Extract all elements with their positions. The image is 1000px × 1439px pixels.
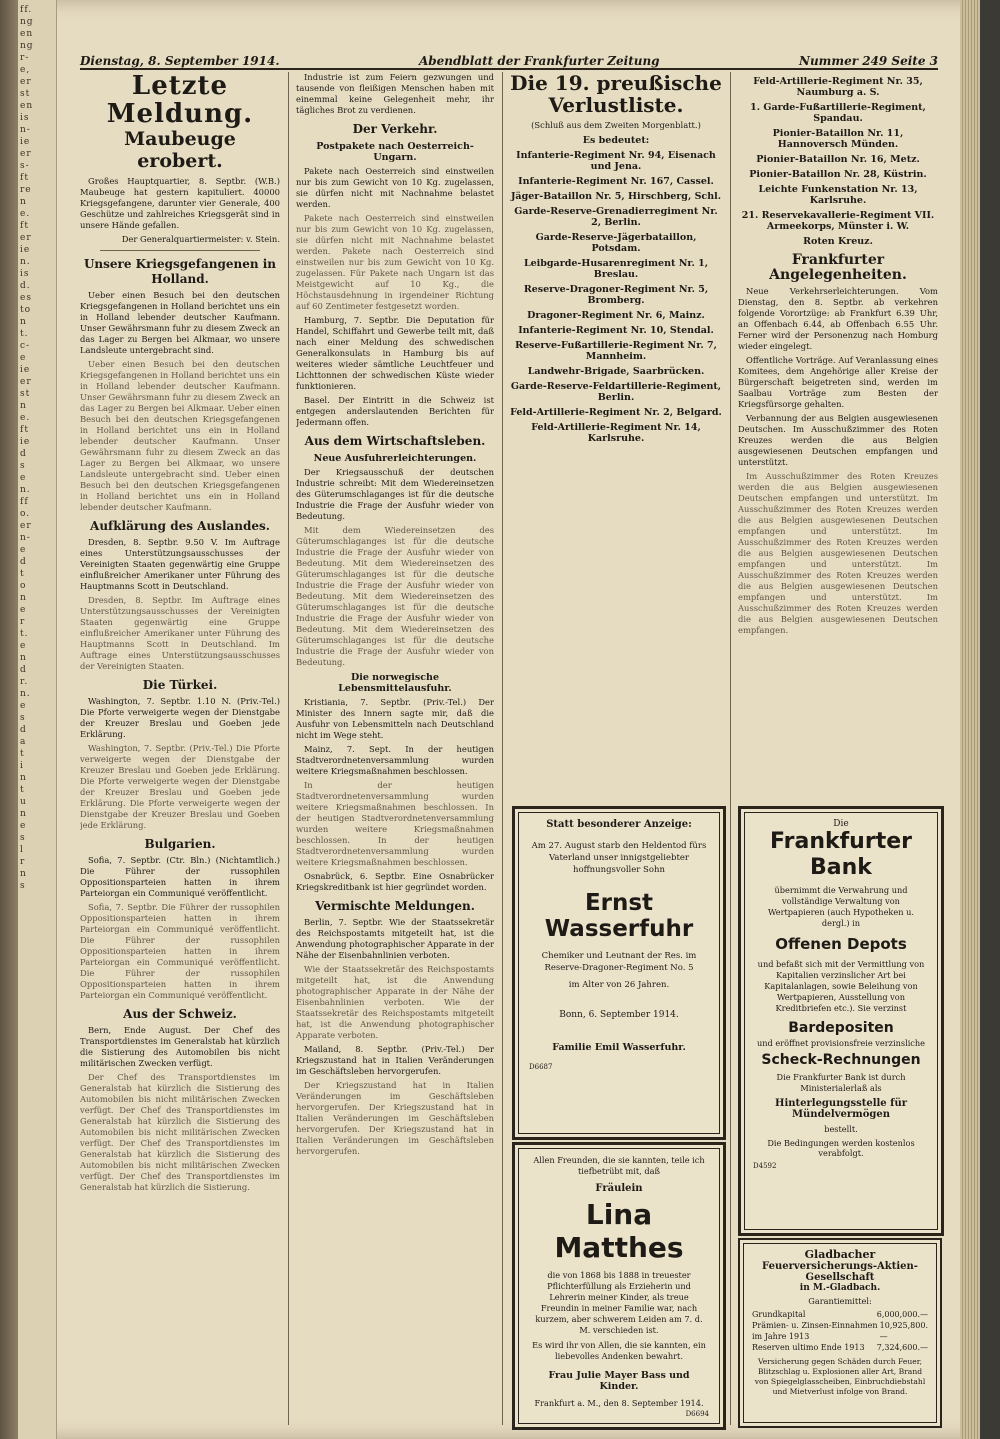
headline-letzte-meldung: Letzte Meldung. [106, 72, 254, 129]
lead-paragraph: Großes Hauptquartier, 8. Septbr. (W.B.) Maubeuge hat gestern kapituliert. 40000 Kriegsgefangene, darunter vier Generale, 400 Geschütze und zahlreiches Kriegsgerät sind in unsere Hände gefallen. [80, 176, 280, 230]
ad-text: Am 27. August starb den Heldentod fürs Vaterland unser innigstgeliebter hoffnungsvoller Sohn [531, 841, 707, 875]
unit-heading: 21. Reservekavallerie-Regiment VII. Armeekorps, Münster i. W. [741, 210, 935, 232]
heading-ausland: Aufklärung des Auslandes. [90, 519, 270, 533]
column-3 [510, 72, 722, 799]
masthead-title: Abendblatt der Frankfurter Zeitung [418, 54, 660, 68]
ad-role: Chemiker und Leutnant der Res. im Reserve-Dragoner-Regiment No. 5 [541, 951, 697, 973]
unit-heading: Feld-Artillerie-Regiment Nr. 14, Karlsruhe. [531, 422, 701, 444]
article-vortraege: Offentliche Vorträge. Auf Veranlassung eines Komitees, dem Angehörige aller Kreise der Bürgerschaft beigetreten sind, werden im Saalbau Vorträge zum Besten der Kriegsfürsorge gehalten. [738, 355, 938, 409]
ad-code: D4592 [753, 1162, 777, 1170]
article-ausfuhr: Der Kriegsausschuß der deutschen Industrie schreibt: Mit dem Wiedereinsetzen des Güterumschlaganges ist für die deutsche Industrie die Frage der Ausfuhr wieder von Bedeutung. [296, 467, 494, 521]
column-rule [288, 72, 289, 1425]
gladbach-title: Gladbacher [804, 1248, 876, 1261]
signature: Der Generalquartiermeister: v. Stein. [121, 234, 280, 244]
gladbach-name: Feuerversicherungs-Aktien-Gesellschaft [762, 1261, 918, 1283]
unit-heading: Jäger-Bataillon Nr. 5, Hirschberg, Schl. [510, 191, 722, 202]
subheading-pakete: Postpakete nach Oesterreich-Ungarn. [316, 141, 474, 163]
row-value: 10,925,800.— [879, 1321, 928, 1341]
heading-frankfurter-angelegenheiten: Frankfurter Angelegenheiten. [769, 252, 907, 283]
article-pakete: Pakete nach Oesterreich sind einstweilen nur bis zum Gewicht von 10 Kg. zugelassen, sie dürfen nicht mit Nachnahme belastet werden. [296, 166, 494, 209]
article-text: Im Ausschußzimmer des Roten Kreuzes werden die aus Belgien ausgewiesenen Deutschen empfangen und unterstützt. Im Ausschußzimmer des Roten Kreuzes werden die aus Belgien ausgewiesenen Deutschen empfangen und unterstützt. Im Ausschußzimmer des Roten Kreuzes werden die aus Belgien ausgewiesenen Deutschen empfangen und unterstützt. Im Ausschußzimmer des Roten Kreuzes werden die aus Belgien ausgewiesenen Deutschen empfangen und unterstützt. Im Ausschußzimmer des Roten Kreuzes werden die aus Belgien ausgewiesenen Deutschen empfangen. [738, 471, 938, 635]
unit-heading: Infanterie-Regiment Nr. 10, Stendal. [518, 325, 714, 336]
article-bulgarien: Sofia, 7. Septbr. (Ctr. Bln.) (Nichtamtlich.) Die Führer der russophilen Oppositionsparteien hatten in ihrem Parteiorgan ein Communiqué veröffentlicht. [80, 855, 280, 898]
heading-vermischte: Vermischte Meldungen. [315, 899, 475, 913]
bank-text: Die Frankfurter Bank ist durch Ministerialerlaß als [776, 1072, 906, 1093]
unit-heading: Garde-Reserve-Grenadierregiment Nr. 2, Berlin. [514, 206, 718, 228]
article-belgien: Verbannung der aus Belgien ausgewiesenen Deutschen. Im Ausschußzimmer des Roten Kreuzes werden die aus Belgien ausgewiesenen Deutschen empfangen und unterstützt. [738, 413, 938, 467]
ad-frankfurter-bank [738, 806, 944, 1236]
bank-title: Die [833, 819, 849, 829]
article-text: Washington, 7. Septbr. (Priv.-Tel.) Die Pforte verweigerte wegen der Dienstgabe der Kreuzer Breslau und Goeben jede Erklärung. Die Pforte verweigerte wegen der Dienstgabe der Kreuzer Breslau und Goeben jede Erklärung. Die Pforte verweigerte wegen der Dienstgabe der Kreuzer Breslau und Goeben jede Erklärung. [80, 743, 280, 830]
unit-heading: Feld-Artillerie-Regiment Nr. 35, Naumburg a. S. [753, 76, 923, 98]
article-tuerkei: Washington, 7. Septbr. 1.10 N. (Priv.-Tel.) Die Pforte verweigerte wegen der Dienstgabe der Kreuzer Breslau und Goeben jede Erklärung. [80, 696, 280, 739]
ad-title: Fräulein [595, 1183, 643, 1194]
previous-page-strip: ff. ng en ng r- e, er st en is n- ie er s- ft re n e. ft er ie n. is d. es to n t. c- e ie er st n e. ft ie d s e n. ff o. er n- e d t o n e r t. e n d r. n. e s d a t i n t u n e s l r n s [18, 0, 57, 1439]
bank-name: Frankfurter Bank [770, 829, 912, 880]
article-text: Mit dem Wiedereinsetzen des Güterumschlaganges ist für die deutsche Industrie die Frage der Ausfuhr wieder von Bedeutung. Mit dem Wiedereinsetzen des Güterumschlaganges ist für die deutsche Industrie die Frage der Ausfuhr wieder von Bedeutung. Mit dem Wiedereinsetzen des Güterumschlaganges ist für die deutsche Industrie die Frage der Ausfuhr wieder von Bedeutung. Mit dem Wiedereinsetzen des Güterumschlaganges ist für die deutsche Industrie die Frage der Ausfuhr wieder von Bedeutung. [296, 525, 494, 667]
unit-list-top [738, 76, 938, 247]
ad-text: Es wird ihr von Allen, die sie kannten, ein liebevolles Andenken bewahrt. [532, 1340, 706, 1361]
masthead-page-number: Nummer 249 Seite 3 [798, 54, 938, 68]
unit-heading: Landwehr-Brigade, Saarbrücken. [527, 366, 705, 377]
heading-bulgarien: Bulgarien. [144, 837, 216, 851]
article-text: Sofia, 7. Septbr. Die Führer der russophilen Oppositionsparteien hatten in ihrem Parteiorgan ein Communiqué veröffentlicht. Die Führer der russophilen Oppositionsparteien hatten in ihrem Parteiorgan ein Communiqué veröffentlicht. Die Führer der russophilen Oppositionsparteien hatten in ihrem Parteiorgan ein Communiqué veröffentlicht. [80, 902, 280, 1000]
unit-heading: Reserve-Dragoner-Regiment Nr. 5, Bromberg. [523, 284, 709, 306]
bank-text: Die Bedingungen werden kostenlos verabfolgt. [767, 1138, 915, 1158]
unit-heading: Garde-Reserve-Jägerbataillon, Potsdam. [535, 232, 697, 254]
gladbach-table [752, 1309, 928, 1353]
ad-place: Bonn, 6. September 1914. [559, 1010, 679, 1020]
book-binding [0, 0, 18, 1439]
article-berlin: Berlin, 7. Septbr. Wie der Staatssekretär des Reichspostamts mitgeteilt hat, ist die Anwendung photographischer Apparate in der Nähe der Eisenbahnlinien verboten. [296, 917, 494, 960]
heading-wirtschaft: Aus dem Wirtschaftsleben. [304, 434, 486, 448]
article-schweiz: Bern, Ende August. Der Chef des Transportdienstes im Generalstab hat kürzlich die Sistierung des Automobilen bis nicht militärischen Zwecken verfügt. [80, 1025, 280, 1068]
headline-maubeuge: Maubeuge erobert. [124, 128, 236, 172]
ad-signed: Frau Julie Mayer Bass und Kinder. [548, 1370, 690, 1392]
article-text: Pakete nach Oesterreich sind einstweilen nur bis zum Gewicht von 10 Kg. zugelassen, sie dürfen nicht mit Nachnahme belastet werden. Pakete nach Oesterreich sind einstweilen nur bis zum Gewicht von 10 Kg. zugelassen. Für Pakete nach Ungarn ist das Meistgewicht auf 10 Kg., die Höchstausdehnung in irgendeiner Richtung auf 60 Zentimeter festgesetzt worden. [296, 213, 494, 311]
heading-tuerkei: Die Türkei. [142, 678, 218, 692]
gladbach-footer: Versicherung gegen Schäden durch Feuer, Blitzschlag u. Explosionen aller Art, Brand von Spiegelglasscheiben, Einbruchdiebstahl und Mietverlust infolge von Brand. [754, 1357, 926, 1396]
legend-title: Es bedeutet: [582, 135, 650, 146]
ad-family: Familie Emil Wasserfuhr. [552, 1042, 686, 1053]
bank-text: und befaßt sich mit der Vermittlung von Kapitalien verzinslicher Art bei Kapitalanlagen, sowie Beleihung von Wertpapieren, Ausstellung von Kreditbriefen etc.). Sie verzinst [757, 959, 925, 1013]
article-verkehr: Neue Verkehrserleichterungen. Vom Dienstag, den 8. Septbr. ab verkehren folgende Vorortzüge: ab Frankfurt 6.39 Uhr, an Offenbach 6.44, ab Offenbach 6.55 Uhr. Ferner wird der Personenzug nach Homburg wieder eingelegt. [738, 286, 938, 351]
table-row [752, 1309, 928, 1320]
bank-hinterlegung: Hinterlegungsstelle für Mündelvermögen [775, 1098, 907, 1120]
ad-text: Allen Freunden, die sie kannten, teile ich tiefbetrübt mit, daß [533, 1155, 705, 1176]
ad-code: D6694 [685, 1410, 709, 1418]
article-text: Ueber einen Besuch bei den deutschen Kriegsgefangenen in Holland berichtet uns ein in Holland lebender deutscher Kaufmann. Unser Gewährsmann fuhr zu diesem Zweck an das Lager zu Bergen bei Alkmaar. Ueber einen Besuch bei den deutschen Kriegsgefangenen in Holland berichtet uns ein in Holland lebender deutscher Kaufmann. Unser Gewährsmann fuhr zu diesem Zweck an das Lager zu Bergen bei Alkmaar, wo unsere Landsleute untergebracht sind. Ueber einen Besuch bei den deutschen Kriegsgefangenen in Holland berichtet uns ein in Holland lebender deutscher Kaufmann. [80, 359, 280, 512]
ad-name: Ernst Wasserfuhr [544, 890, 694, 942]
ad-age: im Alter von 26 Jahren. [568, 980, 670, 990]
verlustliste-subtitle: (Schluß aus dem Zweiten Morgenblatt.) [531, 120, 701, 130]
article-hamburg: Hamburg, 7. Septbr. Die Deputation für Handel, Schiffahrt und Gewerbe teilt mit, daß nach einer Meldung des schwedischen Generalkonsulats in Hamburg bis auf weiteres wieder sämtliche Leuchtfeuer und Lichttonnen der schwedischen Küste wieder funktionieren. [296, 315, 494, 391]
divider [100, 250, 260, 251]
unit-heading: Pionier-Bataillon Nr. 28, Küstrin. [749, 169, 927, 180]
row-value: 7,324,600.— [876, 1343, 928, 1352]
article-basel: Basel. Der Eintritt in die Schweiz ist entgegen anderslautenden Berichten für Jedermann offen. [296, 395, 494, 427]
row-label: Reserven ultimo Ende 1913 [752, 1343, 865, 1352]
bank-bardepositen: Bardepositen [788, 1020, 894, 1036]
gladbach-garantie: Garantiemittel: [808, 1296, 872, 1306]
article-osnabrueck: Osnabrück, 6. Septbr. Eine Osnabrücker Kriegskreditbank ist hier gegründet worden. [296, 871, 494, 892]
heading-verkehr: Der Verkehr. [352, 122, 438, 136]
row-label: Prämien- u. Zinsen-Einnahmen im Jahre 1913 [752, 1321, 878, 1341]
bank-depots: Offenen Depots [775, 935, 907, 953]
article-text: Dresden, 8. Septbr. Im Auftrage eines Unterstützungsausschusses der Vereinigten Staaten gegenwärtig eine Gruppe einflußreicher Amerikaner unter Führung des Hauptmanns Scott in Deutschland. Im Auftrage eines Unterstützungsausschusses der Vereinigten Staaten. [80, 595, 280, 671]
ad-wasserfuhr [512, 806, 726, 1140]
article-text: Wie der Staatssekretär des Reichspostamts mitgeteilt hat, ist die Anwendung photographischer Apparate in der Nähe der Eisenbahnlinien verboten. Wie der Staatssekretär des Reichspostamts mitgeteilt hat, ist die Anwendung photographischer Apparate verboten. [296, 964, 494, 1040]
heading-holland: Unsere Kriegsgefangenen in Holland. [83, 257, 277, 286]
unit-heading: Leichte Funkenstation Nr. 13, Karlsruhe. [758, 184, 918, 206]
column-4 [738, 72, 938, 799]
unit-heading: Feld-Artillerie-Regiment Nr. 2, Belgard. [510, 407, 722, 418]
unit-heading: 1. Garde-Fußartillerie-Regiment, Spandau. [750, 102, 926, 124]
ad-header: Statt besonderer Anzeige: [546, 819, 692, 830]
article-industrie: Industrie ist zum Feiern gezwungen und tausende von fleißigen Menschen haben mit einemmal keine Gelegenheit mehr, ihr tägliches Brot zu verdienen. [296, 72, 494, 115]
unit-heading: Pionier-Bataillon Nr. 16, Metz. [756, 154, 920, 165]
bank-text: und eröffnet provisionsfreie verzinsliche [756, 1038, 926, 1048]
article-norwegen: Kristiania, 7. Septbr. (Priv.-Tel.) Der Minister des Innern sagte mir, daß die Ausfuhr von Lebensmitteln nach Deutschland nicht im Wege steht. [296, 697, 494, 740]
article-mainz: Mainz, 7. Sept. In der heutigen Stadtverordnetenversammlung wurden weitere Kriegsmaßnahmen beschlossen. [296, 744, 494, 776]
bank-text: bestellt. [824, 1124, 858, 1134]
newspaper-page [18, 0, 980, 1439]
column-rule [502, 72, 503, 1425]
ad-place: Frankfurt a. M., den 8. September 1914. [534, 1398, 704, 1408]
masthead-date: Dienstag, 8. September 1914. [80, 54, 280, 68]
unit-heading: Infanterie-Regiment Nr. 167, Cassel. [518, 176, 714, 187]
unit-heading: Reserve-Fußartillerie-Regiment Nr. 7, Mannheim. [515, 340, 717, 362]
column-1 [80, 72, 280, 1427]
article-ausland: Dresden, 8. Septbr. 9.50 V. Im Auftrage eines Unterstützungsausschusses der Vereinigten Staaten gegenwärtig eine Gruppe einflußreicher Amerikaner unter Führung des Hauptmanns Scott in Deutschland. [80, 537, 280, 591]
column-rule [730, 72, 731, 1425]
row-label: Grundkapital [752, 1310, 806, 1319]
gladbach-city: in M.-Gladbach. [799, 1283, 881, 1293]
article-text: Der Chef des Transportdienstes im Generalstab hat kürzlich die Sistierung des Automobilen bis nicht militärischen Zwecken verfügt. Der Chef des Transportdienstes im Generalstab hat kürzlich die Sistierung des Automobilen bis nicht militärischen Zwecken verfügt. Der Chef des Transportdienstes im Generalstab hat kürzlich die Sistierung des Automobilen bis nicht militärischen Zwecken verfügt. Der Chef des Transportdienstes im Generalstab hat kürzlich die Sistierung. [80, 1072, 280, 1192]
ad-name: Lina Matthes [554, 1198, 684, 1264]
unit-heading: Garde-Reserve-Feldartillerie-Regiment, Berlin. [510, 381, 722, 403]
headline-verlustliste: Die 19. preußische Verlustliste. [510, 72, 722, 117]
ad-text: die von 1868 bis 1888 in treuester Pflichterfüllung als Erzieherin und Lehrerin meiner Kinder, als treue Freundin in meiner Familie war, nach kurzem, aber schwerem Leiden am 7. d. M. verschieden ist. [535, 1270, 703, 1335]
page-edge [960, 0, 980, 1439]
heading-schweiz: Aus der Schweiz. [123, 1007, 237, 1021]
table-row [752, 1342, 928, 1353]
article-text: In der heutigen Stadtverordnetenversammlung wurden weitere Kriegsmaßnahmen beschlossen. In der heutigen Stadtverordnetenversammlung wurden weitere Kriegsmaßnahmen beschlossen. In der heutigen Stadtverordnetenversammlung wurden weitere Kriegsmaßnahmen beschlossen. [296, 780, 494, 867]
table-row [752, 1320, 928, 1342]
verlustliste-units [510, 150, 722, 444]
unit-heading: Dragoner-Regiment Nr. 6, Mainz. [527, 310, 705, 321]
bank-text: übernimmt die Verwahrung und vollständige Verwaltung von Wertpapieren (auch Hypotheken u. dergl.) in [768, 885, 914, 928]
article-holland: Ueber einen Besuch bei den deutschen Kriegsgefangenen in Holland berichtet uns ein in Holland lebender deutscher Kaufmann. Unser Gewährsmann fuhr zu diesem Zweck an das Lager zu Bergen bei Alkmaar, wo unsere Landsleute untergebracht sind. [80, 290, 280, 355]
bank-scheck: Scheck-Rechnungen [761, 1052, 921, 1068]
ad-code: D6687 [529, 1063, 553, 1071]
article-text: Der Kriegszustand hat in Italien Veränderungen im Geschäftsleben hervorgerufen. Der Kriegszustand hat in Italien Veränderungen im Geschäftsleben hervorgerufen. Der Kriegszustand hat in Italien Veränderungen im Geschäftsleben hervorgerufen. [296, 1080, 494, 1156]
unit-heading: Infanterie-Regiment Nr. 94, Eisenach und Jena. [516, 150, 716, 172]
column-2 [296, 72, 494, 1427]
unit-heading: Roten Kreuz. [803, 236, 873, 247]
ad-gladbacher [738, 1238, 942, 1428]
ad-matthes [512, 1142, 726, 1430]
article-mailand: Mailand, 8. Septbr. (Priv.-Tel.) Der Kriegszustand hat in Italien Veränderungen im Geschäftsleben hervorgerufen. [296, 1044, 494, 1076]
subheading-norwegen: Die norwegische Lebensmittelausfuhr. [338, 672, 452, 694]
row-value: 6,000,000.— [876, 1310, 928, 1319]
unit-heading: Leibgarde-Husarenregiment Nr. 1, Breslau. [523, 258, 709, 280]
subheading-ausfuhr: Neue Ausfuhrerleichterungen. [313, 453, 477, 464]
masthead [80, 50, 938, 70]
unit-heading: Pionier-Bataillon Nr. 11, Hannoversch Münden. [772, 128, 904, 150]
